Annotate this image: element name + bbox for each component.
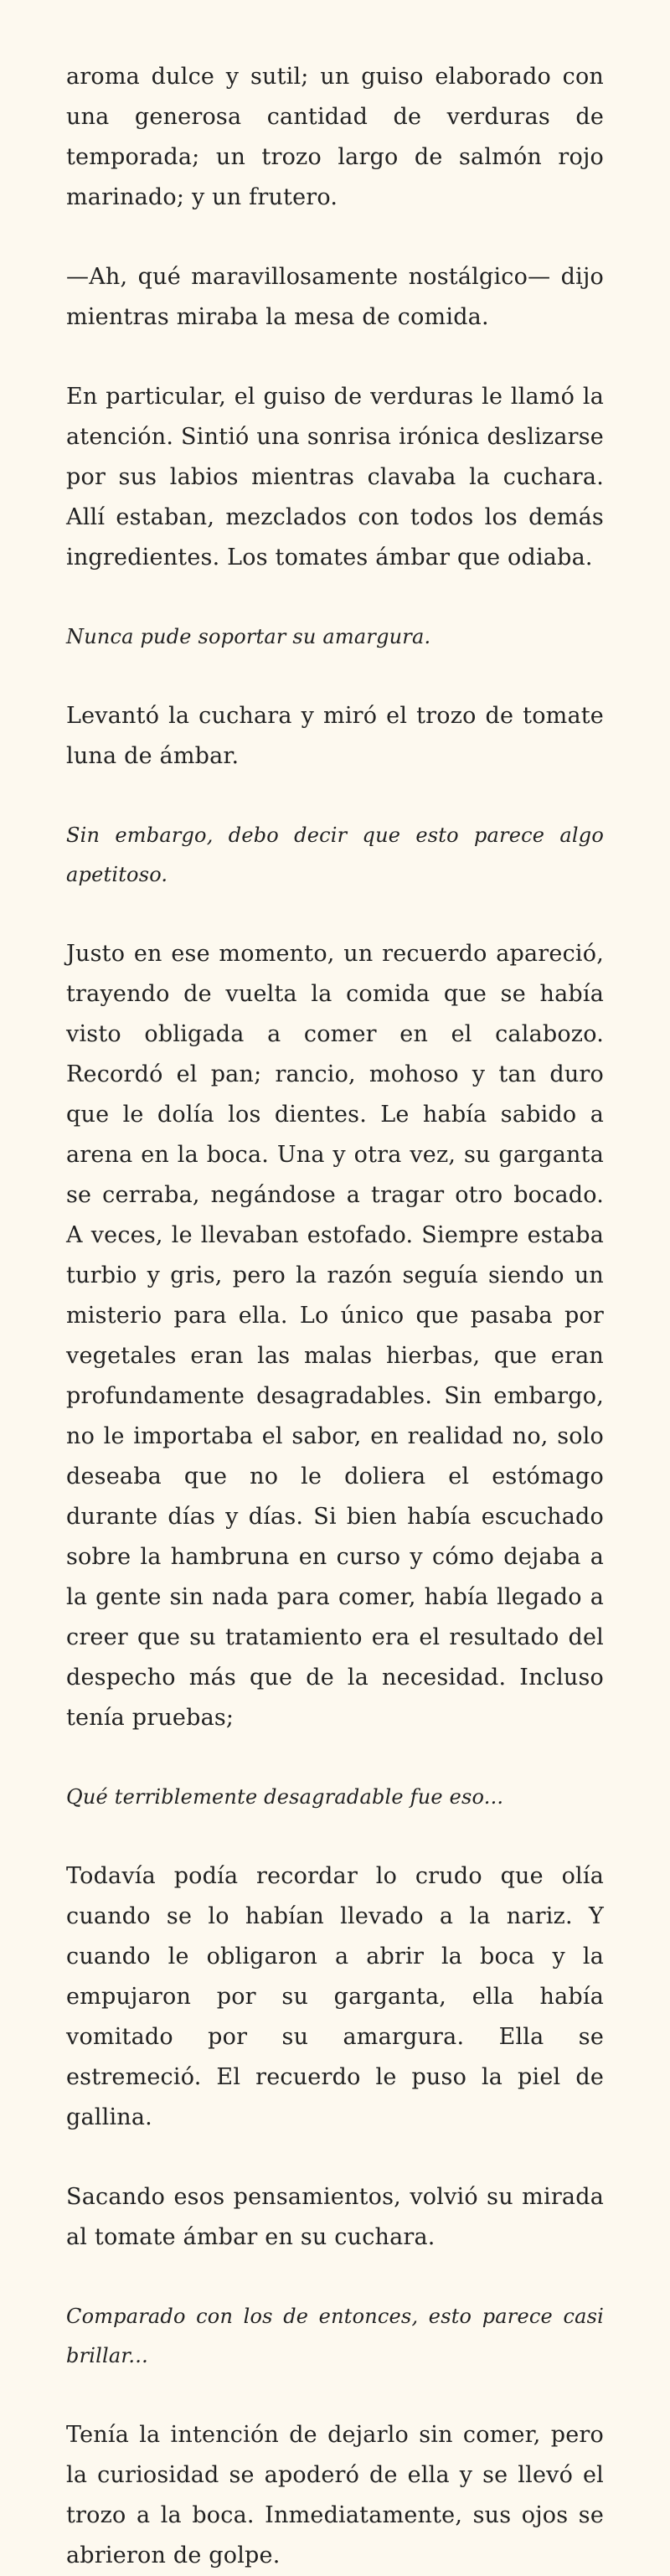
body-paragraph: Justo en ese momento, un recuerdo apareció, trayendo de vuelta la comida que se había visto obligada a comer en el calabozo. Recordó el pan; rancio, mohoso y tan duro que le dolía los dientes. Le había sabido a arena en la boca. Una y otra vez, su garganta se cerraba, negándose a tragar otro bocado. A veces, le llevaban estofado. Siempre estaba turbio y gris, pero la razón seguía siendo un misterio para ella. Lo único que pasaba por vegetales eran las malas hierbas, que eran profundamente desagradables. Sin embargo, no le importaba el sabor, en realidad no, solo deseaba que no le doliera el estómago durante días y días. Si bien había escuchado sobre la hambruna en curso y cómo dejaba a la gente sin nada para comer, había llegado a creer que su tratamiento era el resultado del despecho más que de la necesidad. Incluso tenía pruebas; (66, 941, 604, 1731)
body-paragraph: Tenía la intención de dejarlo sin comer, pero la curiosidad se apoderó de ella y se llevó el trozo a la boca. Inmediatamente, sus ojos se abrieron de golpe. (66, 2422, 604, 2568)
inner-thought: Nunca pude soportar su amargura. (66, 625, 431, 648)
dialogue-paragraph: —Ah, qué maravillosamente nostálgico— dijo mientras miraba la mesa de comida. (66, 264, 604, 330)
body-paragraph: aroma dulce y sutil; un guiso elaborado con una generosa cantidad de verduras de temporada; un trozo largo de salmón rojo marinado; y un frutero. (66, 64, 604, 210)
body-paragraph: Levantó la cuchara y miró el trozo de tomate luna de ámbar. (66, 703, 604, 769)
body-paragraph: Todavía podía recordar lo crudo que olía cuando se lo habían llevado a la nariz. Y cuando le obligaron a abrir la boca y la empujaron por su garganta, ella había vomitado por su amargura. Ella se estremeció. El recuerdo le puso la piel de gallina. (66, 1863, 604, 2130)
inner-thought: Qué terriblemente desagradable fue eso... (66, 1785, 504, 1809)
body-paragraph: Sacando esos pensamientos, volvió su mirada al tomate ámbar en su cuchara. (66, 2184, 604, 2250)
inner-thought: Sin embargo, debo decir que esto parece algo apetitoso. (66, 823, 604, 886)
inner-thought: Comparado con los de entonces, esto parece casi brillar... (66, 2305, 604, 2367)
body-paragraph: En particular, el guiso de verduras le llamó la atención. Sintió una sonrisa irónica deslizarse por sus labios mientras clavaba la cuchara. Allí estaban, mezclados con todos los demás ingredientes. Los tomates ámbar que odiaba. (66, 384, 604, 570)
